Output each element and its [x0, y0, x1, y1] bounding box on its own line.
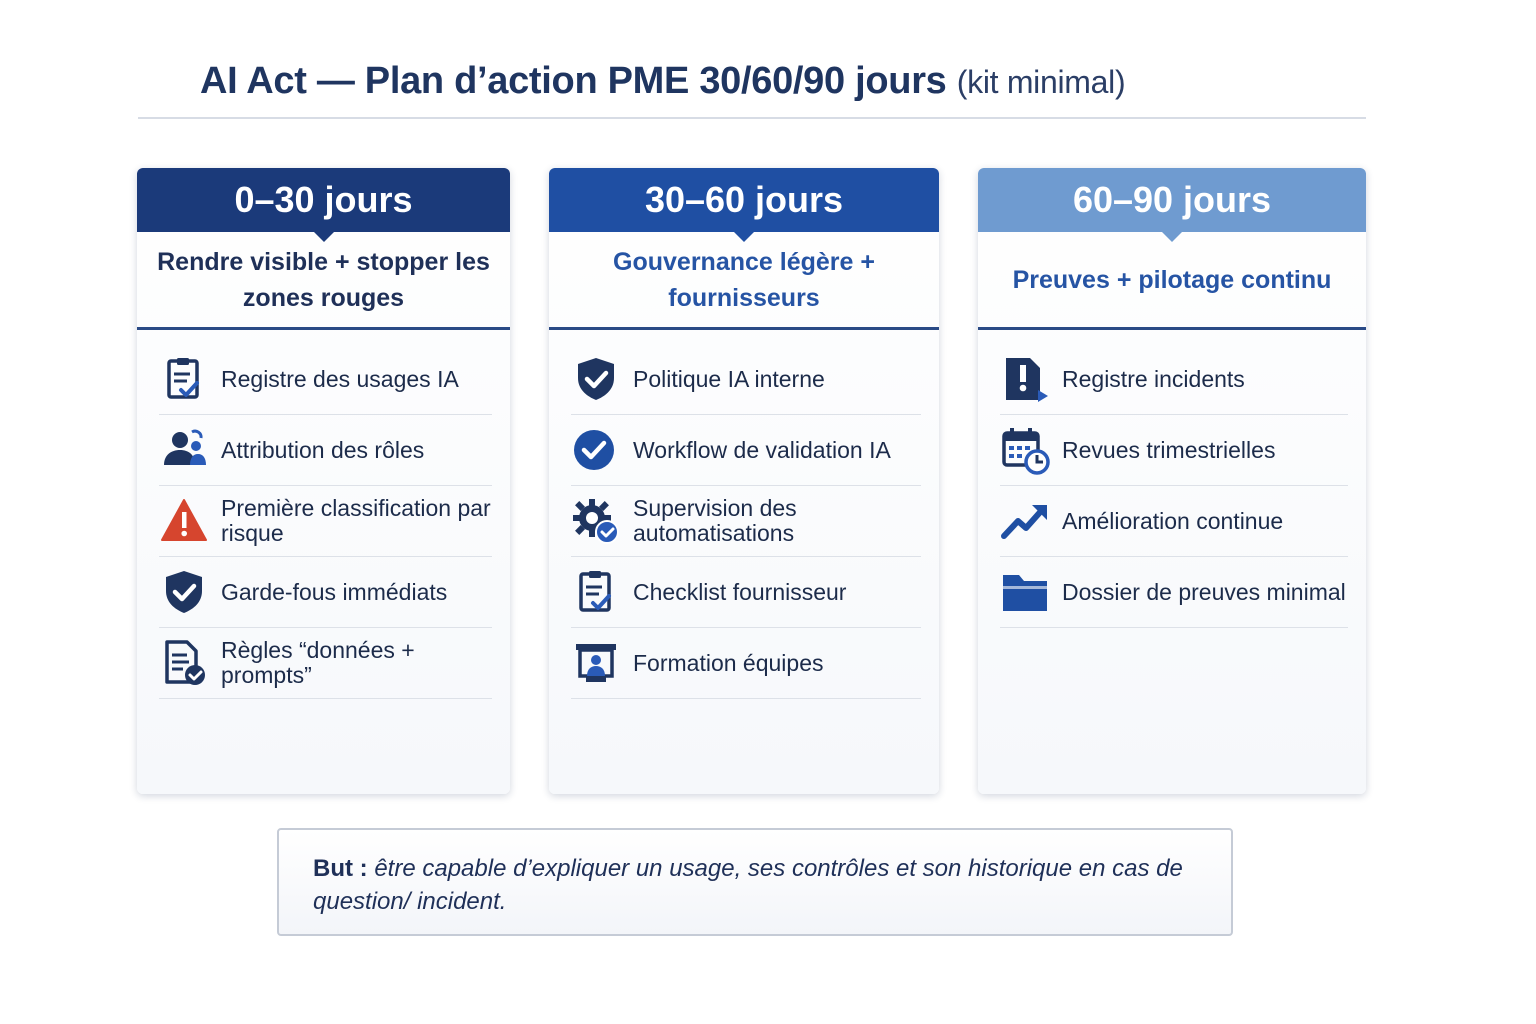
gear-check-icon: [571, 496, 627, 546]
action-item-label: Dossier de preuves minimal: [1062, 578, 1346, 605]
column-goal: Gouvernance légère + fournisseurs: [549, 232, 939, 330]
action-item: [571, 344, 921, 415]
action-item-label: Première classification par risque: [221, 495, 491, 546]
title-main: AI Act — Plan d’action PME 30/60/90 jours: [200, 60, 947, 102]
action-item-label: Politique IA interne: [633, 365, 825, 392]
document-check-icon: [159, 638, 215, 688]
clipboard-check-icon: [571, 567, 627, 617]
column-goal: Preuves + pilotage continu: [978, 232, 1366, 330]
action-item-label: Registre des usages IA: [221, 365, 459, 392]
action-item: [159, 557, 492, 628]
action-item-label: Formation équipes: [633, 649, 824, 676]
folder-icon: [1000, 567, 1056, 617]
action-item: [159, 628, 492, 699]
action-item-label: Règles “données + prompts”: [221, 637, 415, 688]
action-item-label: Revues trimestrielles: [1062, 436, 1276, 463]
action-item-label: Attribution des rôles: [221, 436, 425, 463]
column-0-30: [137, 168, 510, 794]
action-item: [1000, 415, 1348, 486]
action-item: [571, 628, 921, 699]
action-item-label: Checklist fournisseur: [633, 578, 847, 605]
column-goal: Rendre visible + stopper les zones rouges: [137, 232, 510, 330]
action-list: [137, 344, 510, 699]
action-item: [1000, 486, 1348, 557]
goal-text: être capable d’expliquer un usage, ses contrôles et son historique en cas de question/ incident.: [313, 855, 1183, 915]
goal-label: But :: [313, 855, 368, 882]
trend-up-icon: [1000, 496, 1056, 546]
presentation-icon: [571, 638, 627, 688]
action-item: [159, 415, 492, 486]
action-item-label: Workflow de validation IA: [633, 436, 891, 463]
action-item: [571, 486, 921, 557]
action-item: [1000, 344, 1348, 415]
action-item: [159, 344, 492, 415]
title-subtitle: (kit minimal): [956, 64, 1126, 100]
action-list: [549, 344, 939, 699]
action-item: [571, 557, 921, 628]
title-divider: [138, 117, 1366, 119]
column-header: [549, 168, 939, 232]
action-item: [159, 486, 492, 557]
shield-check-icon: [159, 567, 215, 617]
clipboard-check-icon: [159, 354, 215, 404]
action-item: [1000, 557, 1348, 628]
alert-document-icon: [1000, 354, 1056, 404]
shield-check-icon: [571, 354, 627, 404]
action-item: [571, 415, 921, 486]
users-icon: [159, 425, 215, 475]
column-30-60: [549, 168, 939, 794]
column-60-90: [978, 168, 1366, 794]
action-list: [978, 344, 1366, 628]
page-title: [200, 60, 1125, 103]
check-circle-icon: [571, 425, 627, 475]
goal-box: [277, 828, 1233, 936]
action-item-label: Garde-fous immédiats: [221, 578, 448, 605]
action-item-label: Supervision des automatisations: [633, 495, 797, 546]
column-header: [137, 168, 510, 232]
column-header: [978, 168, 1366, 232]
column-period: 60–90 jours: [1072, 179, 1272, 220]
warning-icon: [159, 496, 215, 546]
calendar-clock-icon: [1000, 425, 1056, 475]
action-item-label: Amélioration continue: [1062, 507, 1284, 534]
column-period: 0–30 jours: [234, 179, 413, 220]
column-period: 30–60 jours: [644, 179, 844, 220]
action-item-label: Registre incidents: [1062, 365, 1245, 392]
